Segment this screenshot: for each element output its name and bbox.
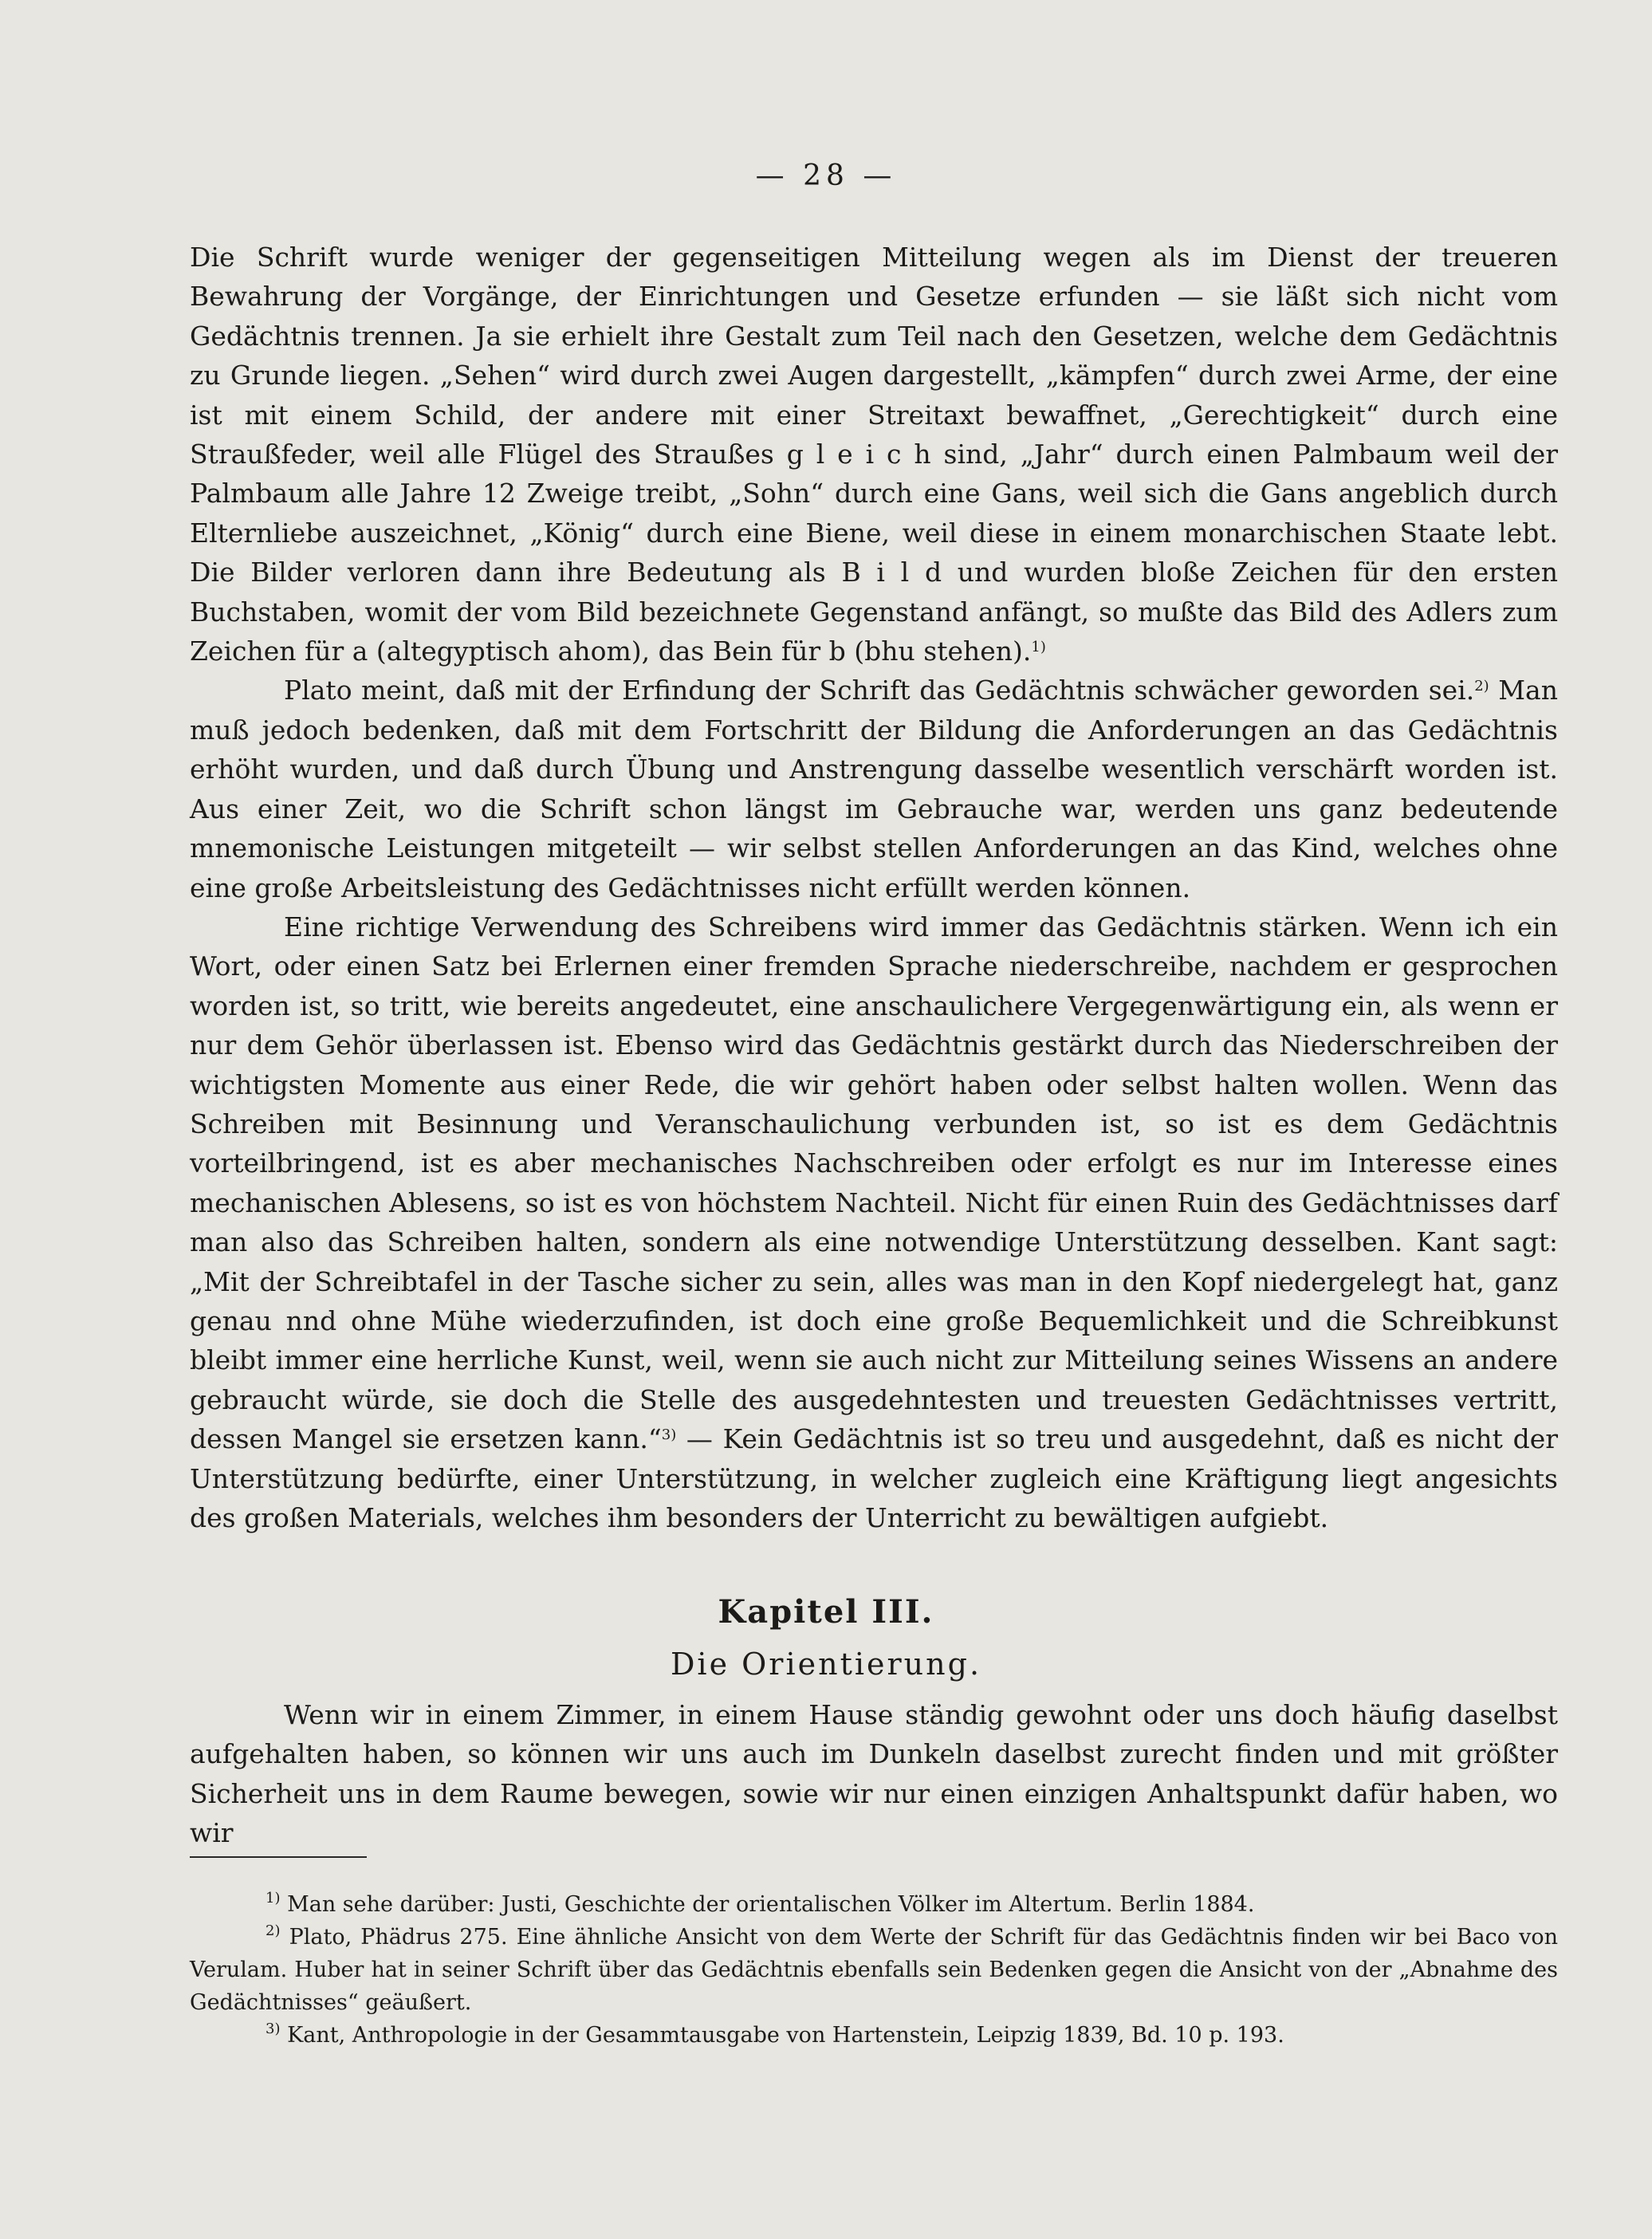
paragraph-text: Man muß jedoch bedenken, daß mit dem Fortschritt der Bildung die Anforderungen an das Gedächtnis erhöht wurden, und daß durch Übung und Anstrengung dasselbe wesentlich verschärft worden ist. Aus einer Zeit, wo die Schrift schon längst im Gebrauche war, werden uns ganz bedeutende mnemonische Leistungen mitgeteilt — wir selbst stellen Anforderungen an das Kind, welches ohne eine große Arbeitsleistung des Gedächtnisses nicht erfüllt werden können.: [190, 675, 1558, 903]
footnote-mark: 3): [266, 2021, 281, 2037]
chapter-subtitle: Die Orientierung.: [670, 1647, 982, 1682]
footnotes: [190, 1888, 1558, 2052]
paragraph: Wenn wir in einem Zimmer, in einem Hause ständig gewohnt oder uns doch häufig daselbst aufgehalten haben, so können wir uns auch im Dunkeln daselbst zurecht finden und mit größter Sicherheit uns in dem Raume bewegen, sowie wir nur einen einzigen Anhaltspunkt dafür haben, wo wir: [190, 1699, 1558, 1849]
footnote-divider: [190, 1856, 367, 1858]
paragraph: [190, 907, 1558, 1538]
chapter-title: Kapitel III.: [718, 1593, 934, 1631]
footnote-ref: 2): [1474, 678, 1489, 695]
page-number: — 28 —: [755, 159, 897, 192]
paragraph-text: Eine richtige Verwendung des Schreibens wird immer das Gedächtnis stärken. Wenn ich ein Wort, oder einen Satz bei Erlernen einer fremden Sprache niederschreibe, nachdem er gesprochen worden ist, so tritt, wie bereits angedeutet, eine anschaulichere Vergegenwärtigung ein, als wenn er nur dem Gehör überlassen ist. Ebenso wird das Gedächtnis gestärkt durch das Niederschreiben der wichtigsten Momente aus einer Rede, die wir gehört haben oder selbst halten wollen. Wenn das Schreiben mit Besinnung und Veranschaulichung verbunden ist, so ist es dem Gedächtnis vorteilbringend, ist es aber mechanisches Nachschreiben oder erfolgt es nur im Interesse eines mechanischen Ablesens, so ist es von höchstem Nachteil. Nicht für einen Ruin des Gedächtnisses darf man also das Schreiben halten, sondern als eine notwendige Unterstützung desselben. Kant sagt: „Mit der Schreibtafel in der Tasche sicher zu sein, alles was man in den Kopf niedergelegt hat, ganz genau nnd ohne Mühe wiederzufinden, ist doch eine große Bequemlichkeit und die Schreibkunst bleibt immer eine herrliche Kunst, weil, wenn sie auch nicht zur Mitteilung seines Wissens an andere gebraucht würde, sie doch die Stelle des ausgedehntesten und treuesten Gedächtnisses vertritt, dessen Mangel sie ersetzen kann.“: [190, 911, 1558, 1455]
footnote-text: Man sehe darüber: Justi, Geschichte der orientalischen Völker im Altertum. Berlin 1884.: [287, 1892, 1255, 1917]
paragraph-text: Plato meint, daß mit der Erfindung der Schrift das Gedächtnis schwächer geworden sei.: [284, 675, 1475, 706]
footnote: [190, 1888, 1558, 1921]
footnote-text: Kant, Anthropologie in der Gesammtausgabe von Hartenstein, Leipzig 1839, Bd. 10 p. 193.: [287, 2023, 1284, 2048]
paragraph: [190, 238, 1558, 671]
paragraph: [190, 671, 1558, 907]
paragraph-text: Die Schrift wurde weniger der gegenseitigen Mitteilung wegen als im Dienst der treueren Bewahrung der Vorgänge, der Einrichtungen und Gesetze erfunden — sie läßt sich nicht vom Gedächtnis trennen. Ja sie erhielt ihre Gestalt zum Teil nach den Gesetzen, welche dem Gedächtnis zu Grunde liegen. „Sehen“ wird durch zwei Augen dargestellt, „kämpfen“ durch zwei Arme, der eine ist mit einem Schild, der andere mit einer Streitaxt bewaffnet, „Gerechtigkeit“ durch eine Straußfeder, weil alle Flügel des Straußes g l e i c h sind, „Jahr“ durch einen Palmbaum weil der Palmbaum alle Jahre 12 Zweige treibt, „Sohn“ durch eine Gans, weil sich die Gans angeblich durch Elternliebe auszeichnet, „König“ durch eine Biene, weil diese in einem monarchischen Staate lebt. Die Bilder verloren dann ihre Bedeutung als B i l d und wurden bloße Zeichen für den ersten Buchstaben, womit der vom Bild bezeichnete Gegenstand anfängt, so mußte das Bild des Adlers zum Zeichen für a (altegyptisch ahom), das Bein für b (bhu stehen).: [190, 242, 1558, 667]
paragraph-text: — Kein Gedächtnis ist so treu und ausgedehnt, daß es nicht der Unterstützung bedürfte, einer Unterstützung, in welcher zugleich eine Kräftigung liegt angesichts des großen Materials, welches ihm besonders der Unterricht zu bewältigen aufgiebt.: [190, 1423, 1558, 1533]
footnote: [190, 2019, 1558, 2052]
chapter-body-text: [190, 1695, 1558, 1853]
footnote-mark: 2): [266, 1922, 281, 1939]
footnote: [190, 1921, 1558, 2019]
footnote-mark: 1): [266, 1890, 281, 1906]
footnote-ref: 1): [1031, 639, 1046, 656]
footnote-text: Plato, Phädrus 275. Eine ähnliche Ansicht von dem Werte der Schrift für das Gedächtnis finden wir bei Baco von Verulam. Huber hat in seiner Schrift über das Gedächtnis ebenfalls sein Bedenken gegen die Ansicht von der „Abnahme des Gedächtnisses“ geäußert.: [190, 1925, 1558, 2015]
body-text: [190, 238, 1558, 1537]
footnote-ref: 3): [661, 1426, 677, 1444]
